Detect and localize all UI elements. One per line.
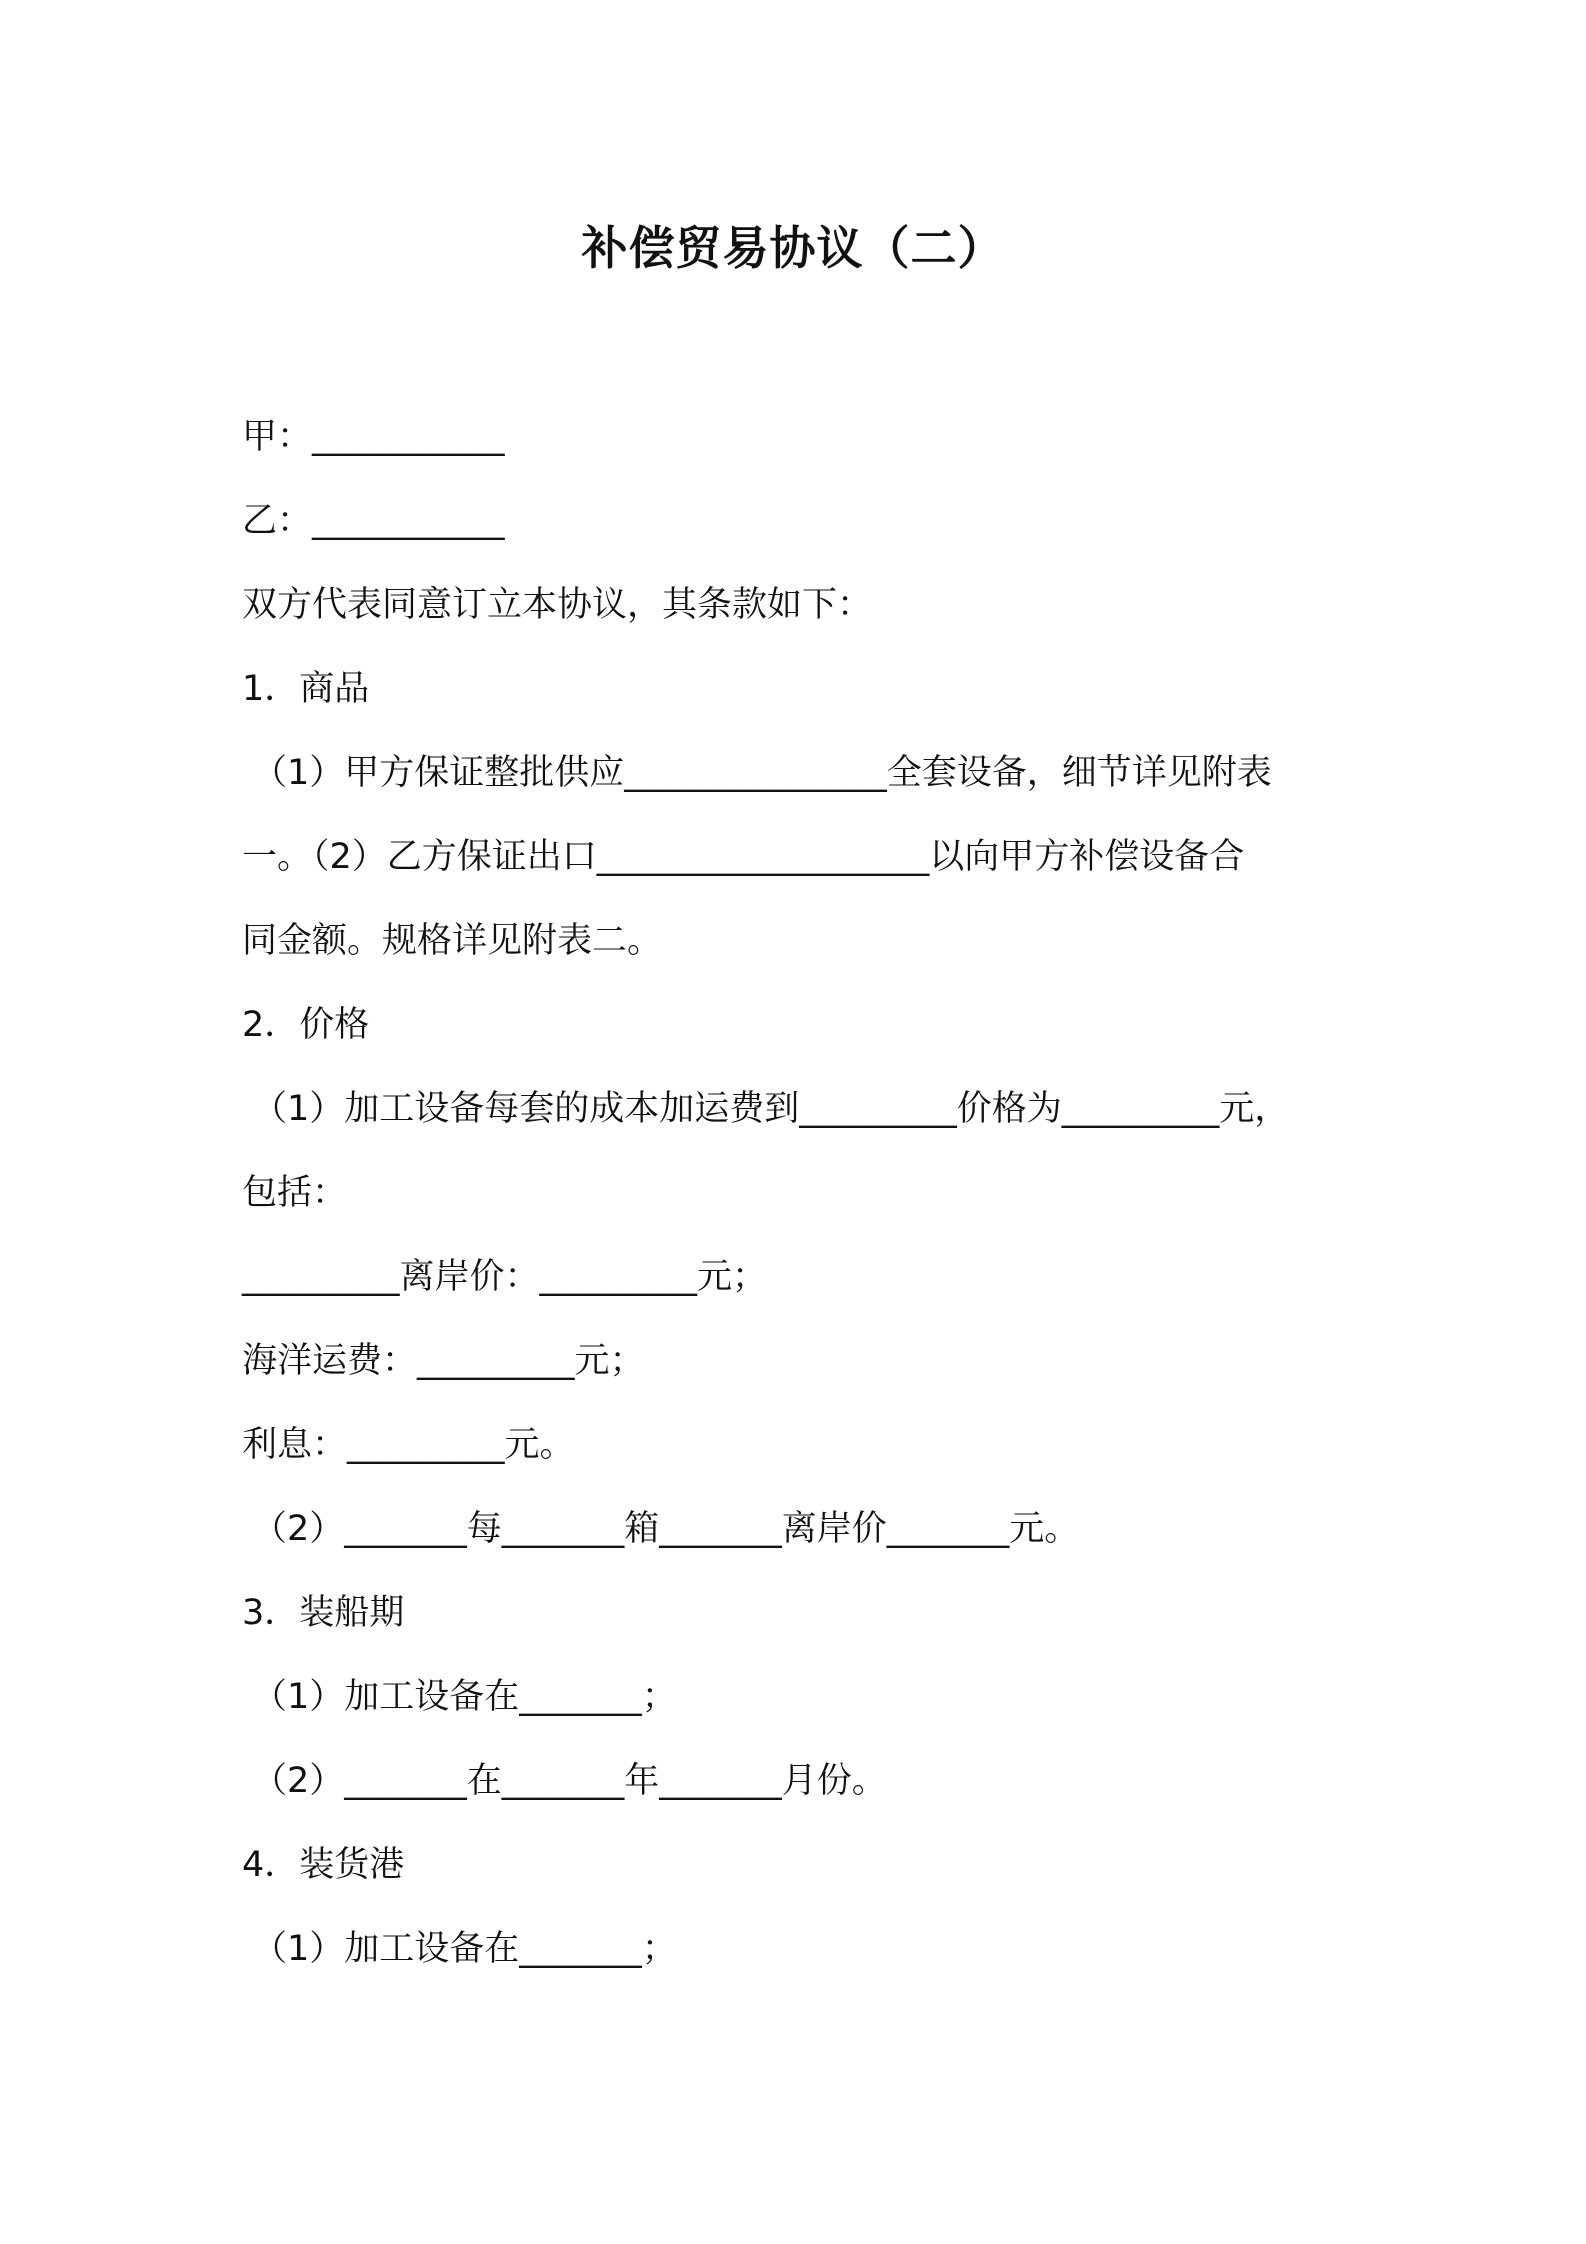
section-2-text: （2）_______每_______箱_______离岸价_______元。 [252, 1509, 1080, 1549]
party-a-line: 甲：___________ [242, 417, 505, 457]
section-2-heading: 2．价格 [242, 1005, 370, 1045]
section-1-heading: 1．商品 [242, 669, 370, 709]
section-2-text: （1）加工设备每套的成本加运费到_________价格为_________元， [252, 1089, 1290, 1129]
section-2-text: 包括： [242, 1173, 348, 1213]
section-1-text: （1）甲方保证整批供应_______________全套设备，细节详见附表 [252, 753, 1272, 793]
intro-text: 双方代表同意订立本协议，其条款如下： [242, 585, 873, 625]
section-2-text: _________离岸价：_________元； [242, 1257, 768, 1297]
document-title: 补偿贸易协议（二） [581, 221, 1005, 275]
section-1-text: 同金额。规格详见附表二。 [242, 921, 663, 961]
section-4-text: （1）加工设备在_______； [252, 1929, 677, 1969]
section-4-heading: 4．装货港 [242, 1845, 405, 1885]
section-2-text: 海洋运费：_________元； [242, 1341, 645, 1381]
party-b-line: 乙：___________ [242, 501, 505, 541]
section-1-text: 一。（2）乙方保证出口___________________以向甲方补偿设备合 [242, 837, 1245, 877]
section-3-text: （1）加工设备在_______； [252, 1677, 677, 1717]
section-2-text: 利息：_________元。 [242, 1425, 575, 1465]
section-3-text: （2）_______在_______年_______月份。 [252, 1761, 887, 1801]
section-3-heading: 3．装船期 [242, 1593, 405, 1633]
